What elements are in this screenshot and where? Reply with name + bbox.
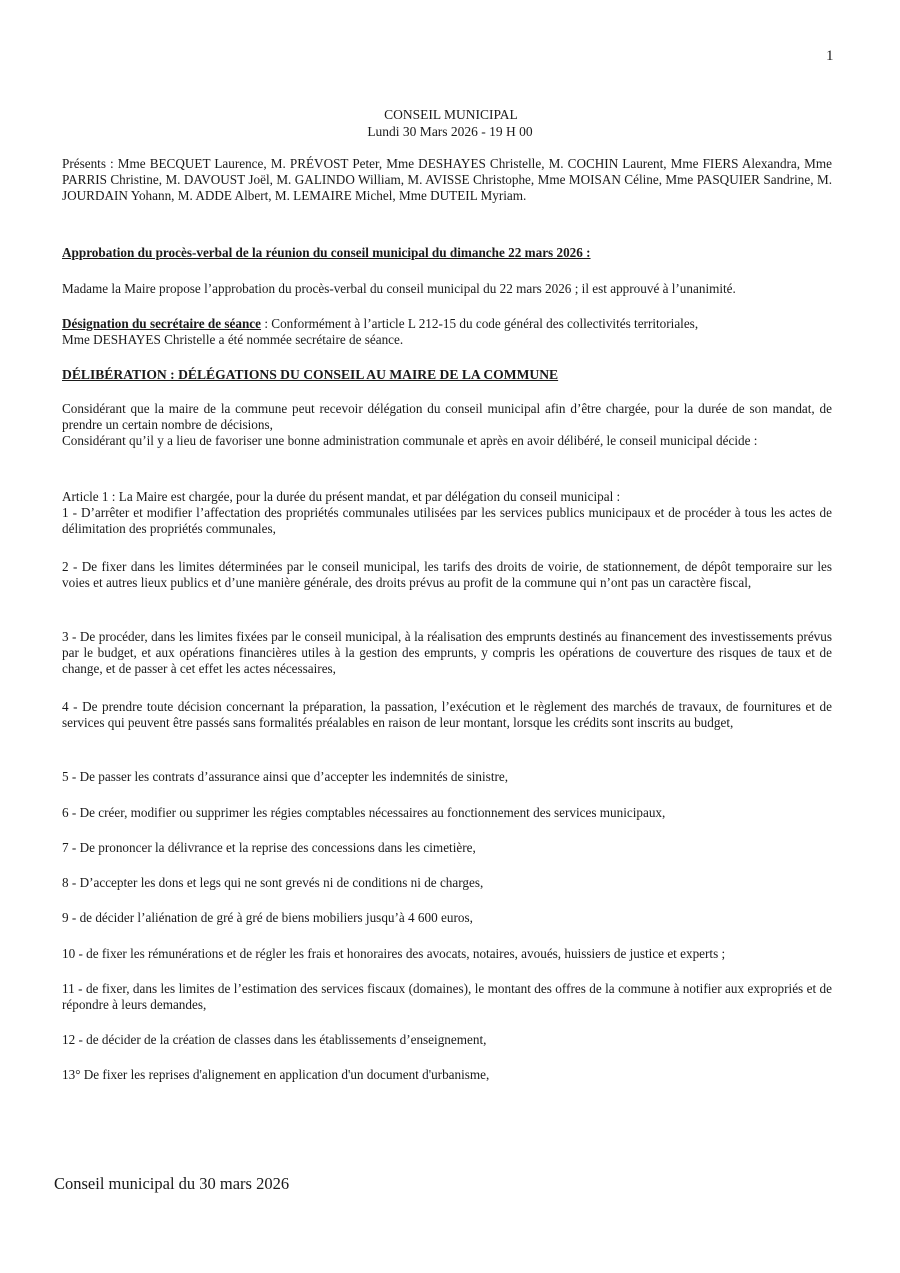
delegation-item: 10 - de fixer les rémunérations et de régler les frais et honoraires des avocats, notaires, avoués, huissiers de justice et experts ; <box>62 946 726 961</box>
delegation-item: 5 - De passer les contrats d’assurance ainsi que d’accepter les indemnités de sinistre, <box>62 769 509 784</box>
delegation-item: 4 - De prendre toute décision concernant la préparation, la passation, l’exécution et le règlement des marchés de travaux, de fournitures et de services qui peuvent être passés sans formalités préalables en raison de leur montant, lorsque les crédits sont inscrits au budget, <box>62 699 832 730</box>
approbation-text: Madame la Maire propose l’approbation du procès-verbal du conseil municipal du 22 mars 2026 ; il est approuvé à l’unanimité. <box>62 281 736 296</box>
delegation-item: 7 - De prononcer la délivrance et la reprise des concessions dans les cimetière, <box>62 840 476 855</box>
delegation-item: 11 - de fixer, dans les limites de l’estimation des services fiscaux (domaines), le montant des offres de la commune à notifier aux expropriés et de répondre à leurs demandes, <box>62 981 832 1012</box>
approbation-heading-line <box>62 245 832 261</box>
delegation-item: 1 - D’arrêter et modifier l’affectation des propriétés communales utilisées par les services publics municipaux et de procéder à tous les actes de délimitation des propriétés communales, <box>62 505 832 536</box>
considerant-2: Considérant qu’il y a lieu de favoriser une bonne administration communale et après en avoir délibéré, le conseil municipal décide : <box>62 433 758 448</box>
deliberation-heading-line <box>62 367 832 383</box>
delegation-item: 9 - de décider l’aliénation de gré à gré de biens mobiliers jusqu’à 4 600 euros, <box>62 910 473 925</box>
secretary-paragraph <box>62 316 832 348</box>
attendees-list: Présents : Mme BECQUET Laurence, M. PRÉVOST Peter, Mme DESHAYES Christelle, M. COCHIN Laurent, Mme FIERS Alexandra, Mme PARRIS Christine, M. DAVOUST Joël, M. GALINDO William, M. AVISSE Christophe, Mme MOISAN Céline, Mme PASQUIER Sandrine, M. JOURDAIN Yohann, M. ADDE Albert, M. LEMAIRE Michel, Mme DUTEIL Myriam. <box>62 156 832 203</box>
page-number: 1 <box>826 48 834 64</box>
secretary-line2: Mme DESHAYES Christelle a été nommée secrétaire de séance. <box>62 332 404 347</box>
header <box>0 106 900 140</box>
deliberation-heading: DÉLIBÉRATION : DÉLÉGATIONS DU CONSEIL AU MAIRE DE LA COMMUNE <box>62 367 559 382</box>
document-title: CONSEIL MUNICIPAL <box>384 107 518 122</box>
delegation-item: 12 - de décider de la création de classes dans les établissements d’enseignement, <box>62 1032 487 1047</box>
page-footer: Conseil municipal du 30 mars 2026 <box>54 1174 290 1193</box>
approbation-heading: Approbation du procès-verbal de la réunion du conseil municipal du dimanche 22 mars 2026 : <box>62 245 591 260</box>
article-intro: Article 1 : La Maire est chargée, pour la durée du présent mandat, et par délégation du conseil municipal : <box>62 489 621 504</box>
meeting-date: Lundi 30 Mars 2026 - 19 H 00 <box>367 124 533 139</box>
delegation-item: 3 - De procéder, dans les limites fixées par le conseil municipal, à la réalisation des emprunts destinés au financement des investissements prévus par le budget, et aux opérations financières utiles à la gestion des emprunts, y compris les opérations de couverture des risques de taux et de change, et de passer à cet effet les actes nécessaires, <box>62 629 832 676</box>
delegation-item: 6 - De créer, modifier ou supprimer les régies comptables nécessaires au fonctionnement des services municipaux, <box>62 805 666 820</box>
considerant-1: Considérant que la maire de la commune peut recevoir délégation du conseil municipal afin d’être chargée, pour la durée de son mandat, de prendre un certain nombre de décisions, <box>62 401 832 432</box>
delegation-item: 8 - D’accepter les dons et legs qui ne sont grevés ni de conditions ni de charges, <box>62 875 484 890</box>
article-1 <box>62 489 832 537</box>
delegation-item: 13° De fixer les reprises d'alignement en application d'un document d'urbanisme, <box>62 1067 490 1082</box>
secretary-text: : Conformément à l’article L 212-15 du code général des collectivités territoriales, <box>261 316 699 331</box>
considerants <box>62 401 832 449</box>
secretary-heading: Désignation du secrétaire de séance <box>62 316 262 331</box>
delegation-item: 2 - De fixer dans les limites déterminées par le conseil municipal, les tarifs des droits de voirie, de stationnement, de dépôt temporaire sur les voies et autres lieux publics et d’une manière générale, des droits prévus au profit de la commune qui n’ont pas un caractère fiscal, <box>62 559 832 590</box>
